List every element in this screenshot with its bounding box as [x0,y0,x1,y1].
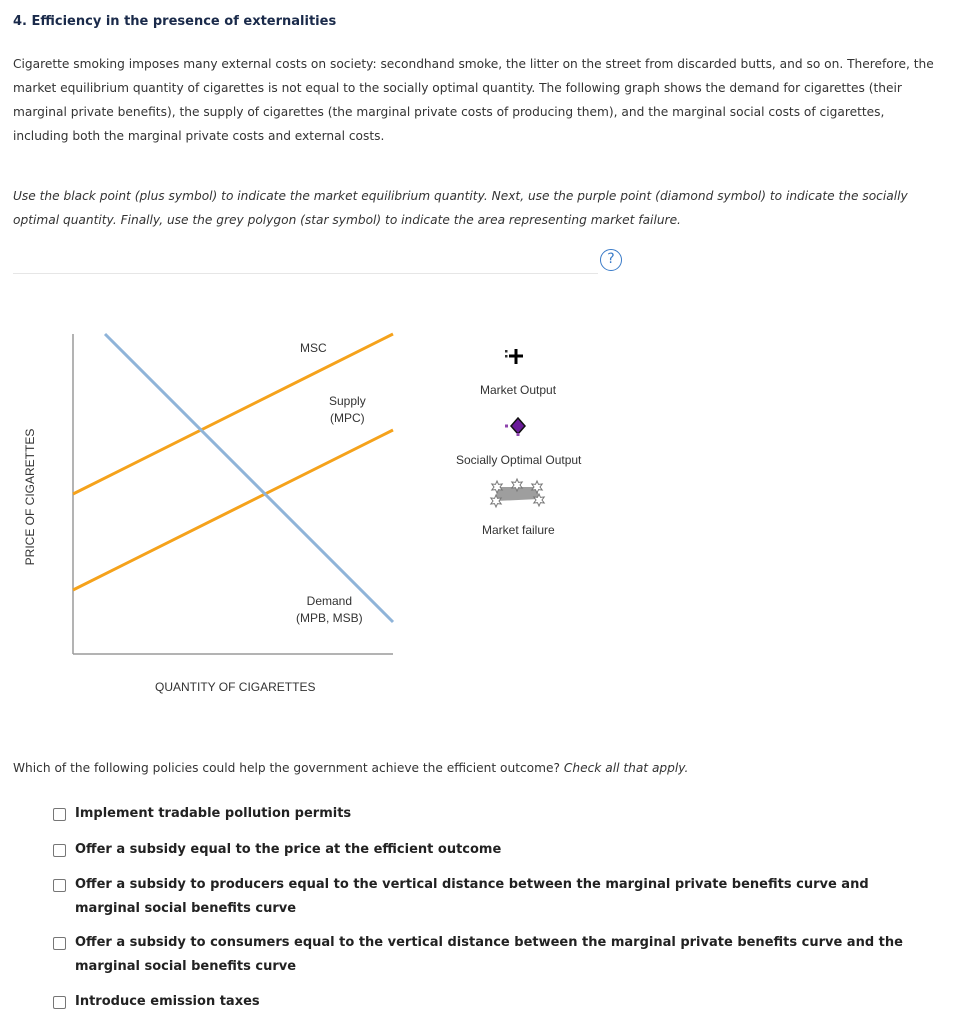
star-polygon-icon [491,479,544,507]
curves [73,334,393,622]
question-intro: Cigarette smoking imposes many external costs on society: secondhand smoke, the litter on the street from discarded butts, and so on. Therefore, the market equilibrium quantity of cigarettes is not equal to the socially optimal quantity. The following graph shows the demand for cigarettes (their marginal private benefits), the supply of cigarettes (the marginal private costs of producing them), and the marginal social costs of cigarettes, including both the marginal private costs and external costs. [13,57,934,143]
policy-option-subsidy-producers[interactable]: Offer a subsidy to producers equal to the vertical distance between the marginal private benefits curve and marginal social benefits curve [53,876,913,921]
checkbox[interactable] [53,996,66,1009]
graph-canvas[interactable] [0,300,961,720]
help-icon[interactable]: ? [600,249,622,271]
question-title: 4. Efficiency in the presence of externalities [13,14,337,29]
supply-line [73,430,393,590]
checkbox[interactable] [53,808,66,821]
msc-label: MSC [300,341,327,355]
checkbox[interactable] [53,844,66,857]
demand-line [105,334,393,622]
graph-instructions: Use the black point (plus symbol) to indicate the market equilibrium quantity. Next, use the purple point (diamond symbol) to indicate the socially optimal quantity. Finally, use the grey polygon (star symbol) to indicate the area representing market failure. [13,189,908,227]
supply-label: Supply (MPC) [329,394,366,425]
checkbox[interactable] [53,879,66,892]
checkbox[interactable] [53,937,66,950]
x-axis-label: QUANTITY OF CIGARETTES [155,680,316,694]
policy-question: Which of the following policies could help the government achieve the efficient outcome? Check all that apply. [13,761,689,775]
legend-socially-optimal-output-label: Socially Optimal Output [456,453,582,467]
demand-label: Demand (MPB, MSB) [296,594,363,625]
policy-option-subsidy-price[interactable]: Offer a subsidy equal to the price at the efficient outcome [53,841,913,862]
legend-market-output-label: Market Output [480,383,557,397]
legend [491,349,544,507]
policy-option-emission-taxes[interactable]: Introduce emission taxes [53,993,913,1014]
plus-icon [505,349,523,364]
diamond-icon [505,418,525,436]
legend-market-failure-label: Market failure [482,523,555,537]
y-axis-label: PRICE OF CIGARETTES [23,428,37,566]
policy-option-subsidy-consumers[interactable]: Offer a subsidy to consumers equal to the vertical distance between the marginal private benefits curve and the marginal social benefits curve [53,934,913,979]
policy-option-tradable-permits[interactable]: Implement tradable pollution permits [53,805,913,826]
divider [13,273,598,274]
